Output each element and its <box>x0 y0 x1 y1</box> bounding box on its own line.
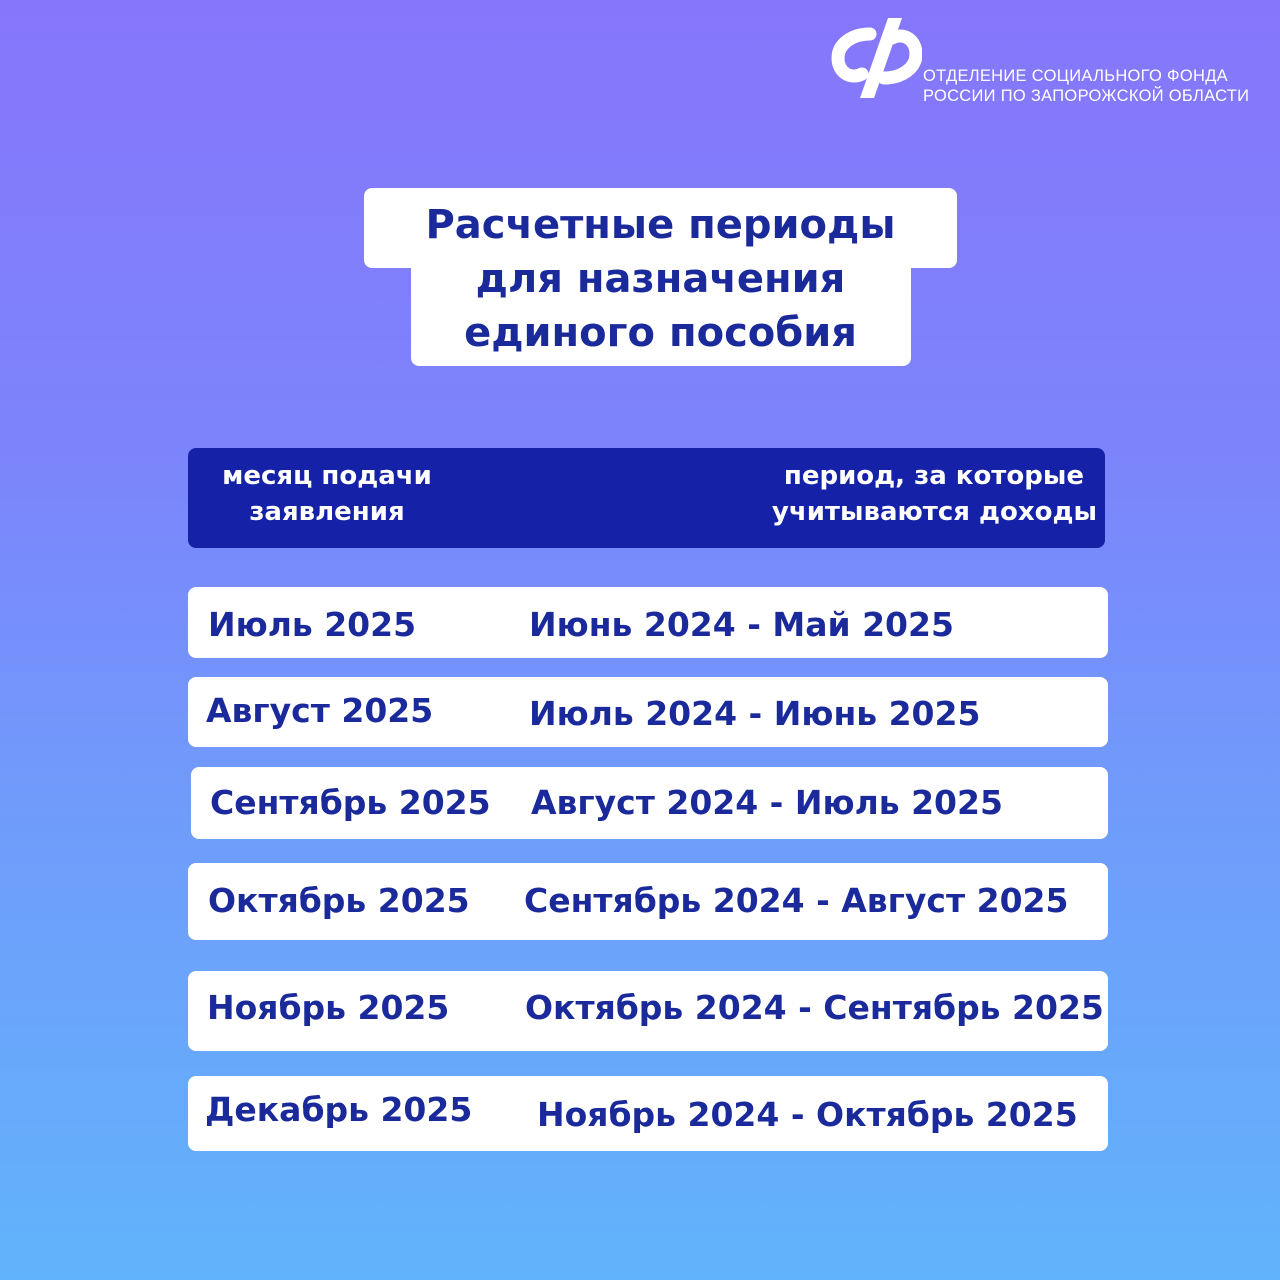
header-month <box>188 458 466 530</box>
row-month: Октябрь 2025 <box>208 881 470 920</box>
table-row <box>188 677 1108 747</box>
row-period: Октябрь 2024 - Сентябрь 2025 <box>525 988 1104 1027</box>
table-row <box>191 767 1108 839</box>
org-name-line1: ОТДЕЛЕНИЕ СОЦИАЛЬНОГО ФОНДА <box>923 67 1228 85</box>
row-period: Август 2024 - Июль 2025 <box>531 783 1003 822</box>
row-month: Декабрь 2025 <box>205 1090 473 1129</box>
title-line2: для назначения <box>475 256 846 302</box>
table-header <box>188 448 1105 548</box>
title-line1: Расчетные периоды <box>425 202 896 248</box>
row-month: Август 2025 <box>206 691 434 730</box>
table-row <box>188 587 1108 658</box>
title-block <box>0 0 1280 400</box>
header-period-line2: учитываются доходы <box>771 497 1097 527</box>
row-period: Сентябрь 2024 - Август 2025 <box>524 881 1069 920</box>
header-period-line1: период, за которые <box>783 461 1084 491</box>
row-month: Сентябрь 2025 <box>210 783 491 822</box>
org-name-line2: РОССИИ ПО ЗАПОРОЖСКОЙ ОБЛАСТИ <box>923 87 1250 105</box>
table-row <box>188 971 1108 1051</box>
header-month-line1: месяц подачи <box>222 461 432 491</box>
page-title <box>364 198 957 360</box>
row-month: Июль 2025 <box>208 605 417 644</box>
row-period: Ноябрь 2024 - Октябрь 2025 <box>537 1095 1078 1134</box>
header-month-line2: заявления <box>249 497 405 527</box>
row-period: Июнь 2024 - Май 2025 <box>529 605 954 644</box>
table-row <box>188 863 1108 940</box>
row-month: Ноябрь 2025 <box>207 988 450 1027</box>
row-period: Июль 2024 - Июнь 2025 <box>529 694 981 733</box>
title-line3: единого пособия <box>464 310 857 356</box>
header-period <box>677 458 1097 530</box>
table-row <box>188 1076 1108 1151</box>
